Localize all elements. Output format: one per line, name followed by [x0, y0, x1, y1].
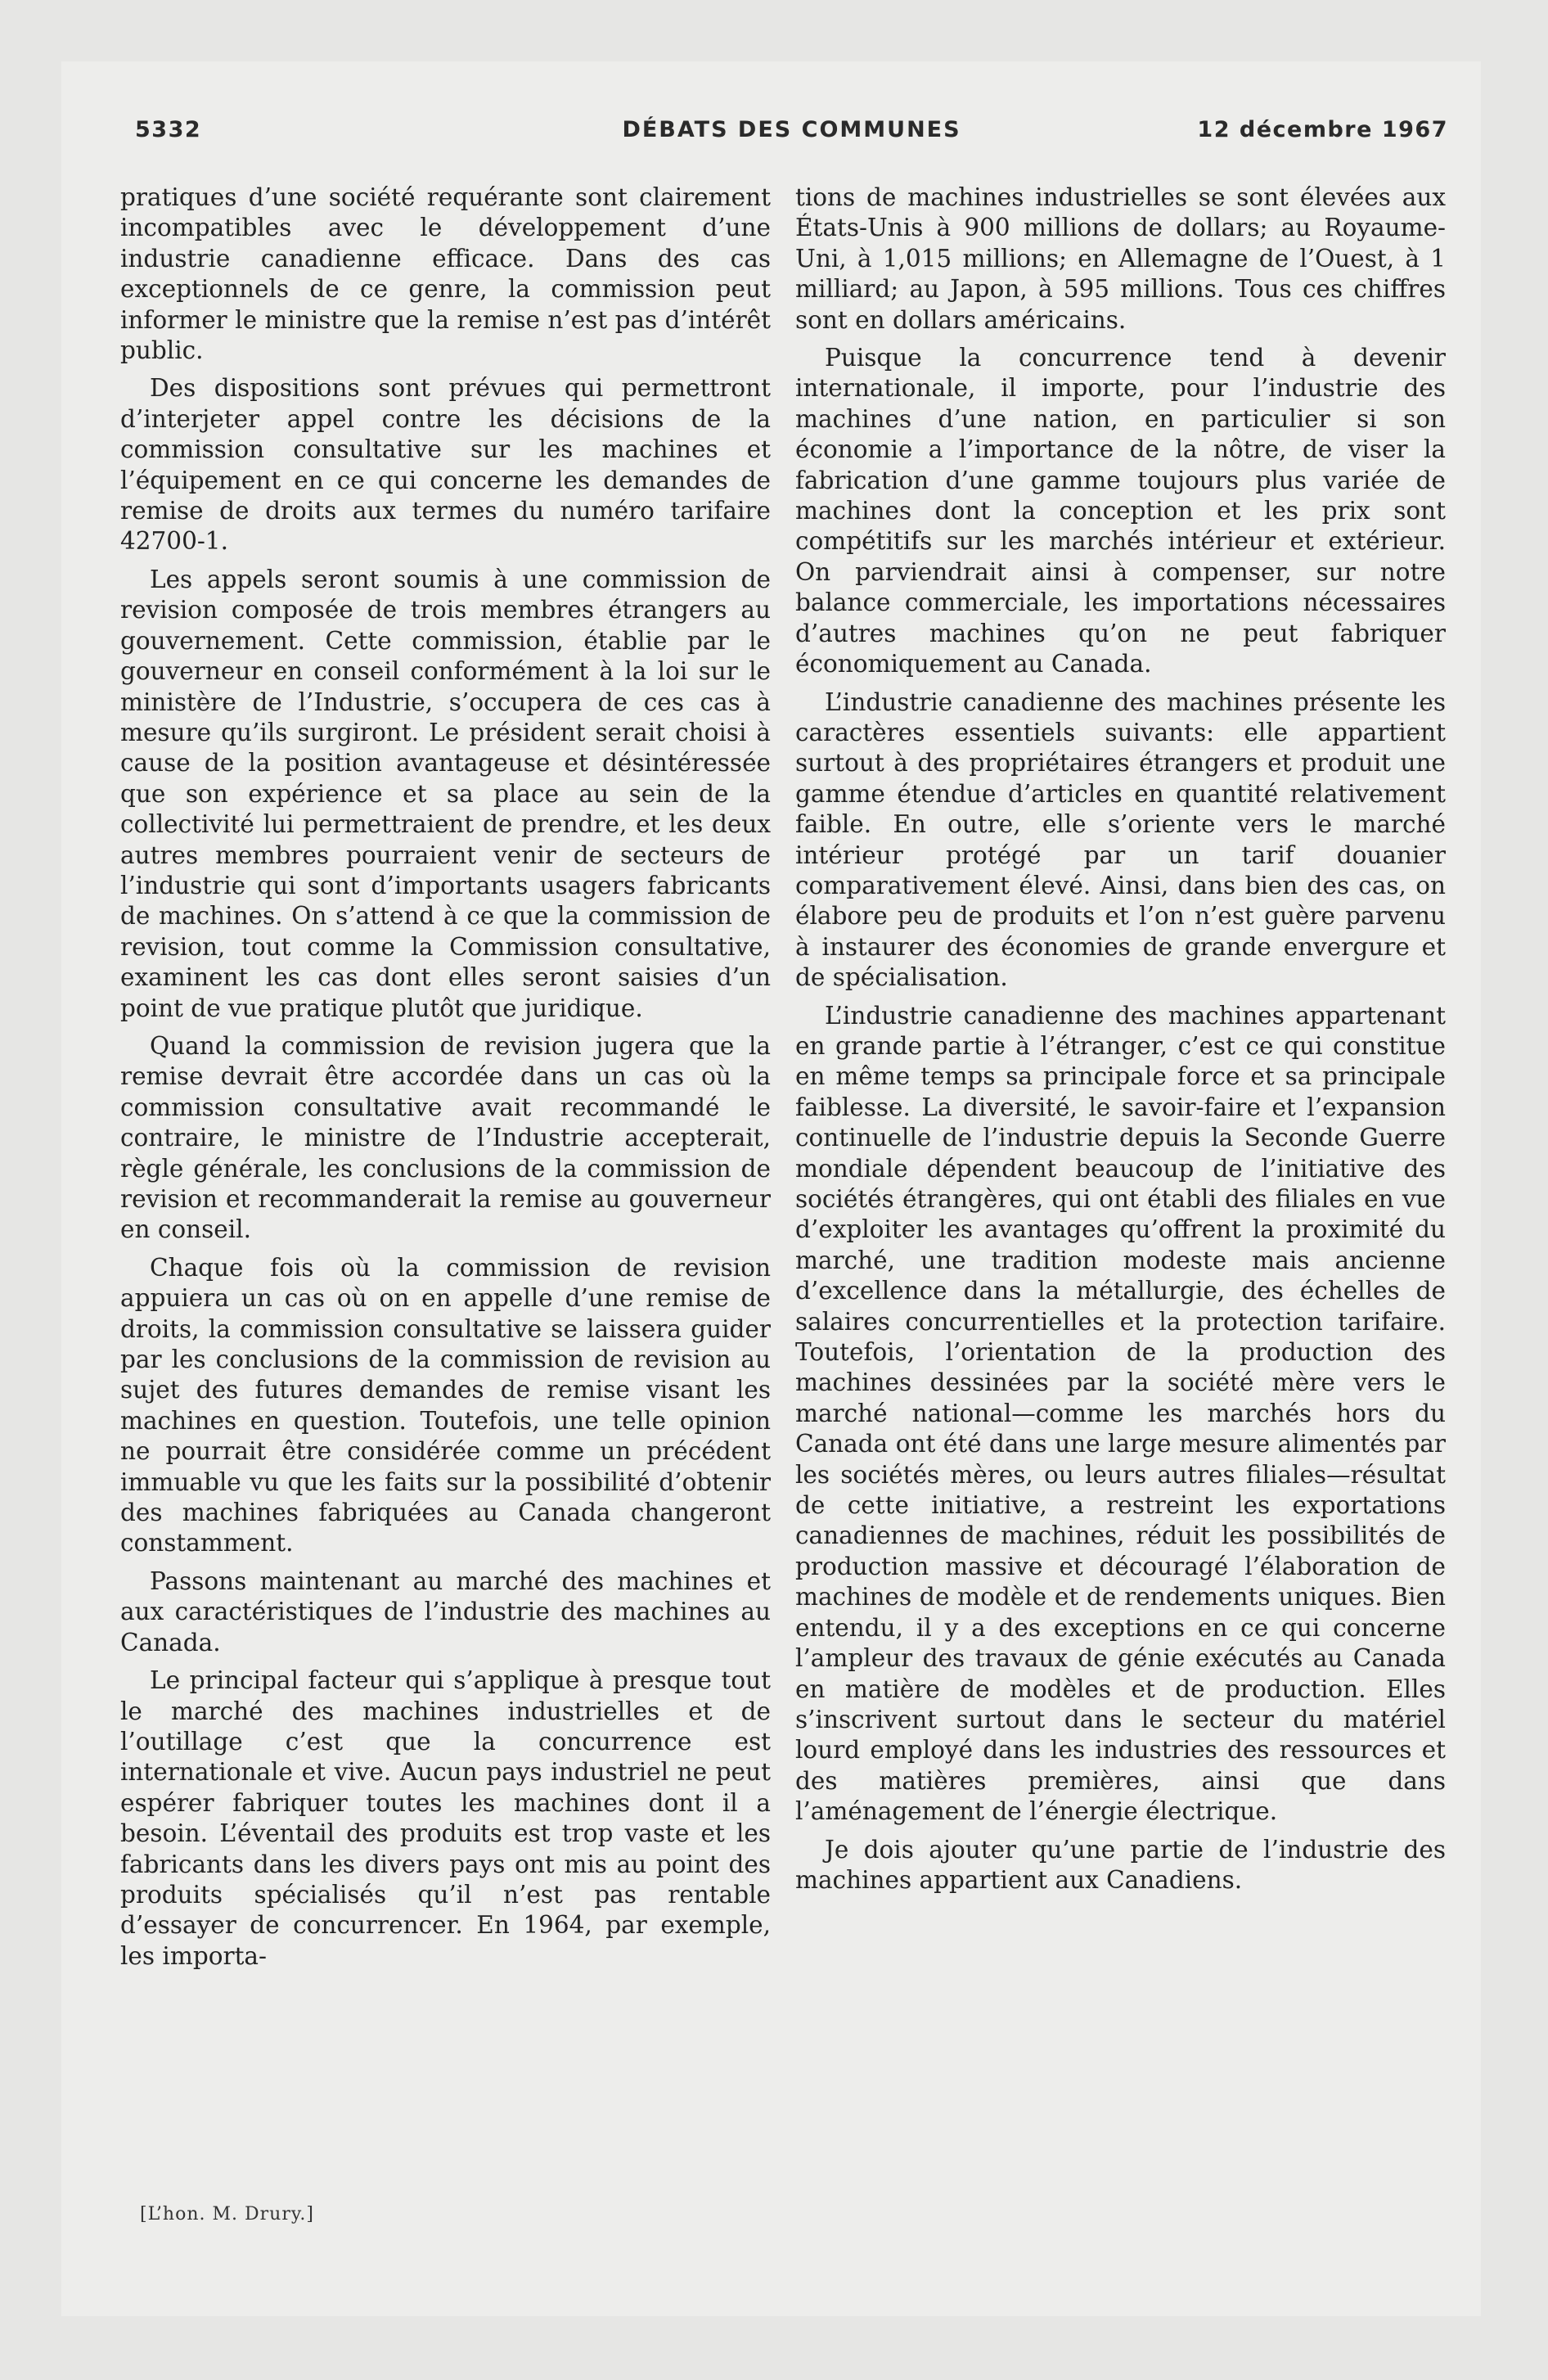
page-date: 12 décembre 1967: [1197, 117, 1448, 142]
page-number: 5332: [135, 117, 202, 142]
paragraph: pratiques d’une société requérante sont clairement incompatibles avec le développement d’une industrie canadienne efficace. Dans des cas exceptionnels de ce genre, la commission peut informer le ministre que la remise n’est pas d’intérêt public.: [120, 183, 771, 365]
publication-title: DÉBATS DES COMMUNES: [622, 117, 961, 142]
document-page: [61, 61, 1481, 2316]
paragraph: Les appels seront soumis à une commission de revision composée de trois membres étrangers au gouvernement. Cette commission, établie par le gouverneur en conseil conformément à la loi sur le ministère de l’Industrie, s’occupera de ces cas à mesure qu’ils surgiront. Le président serait choisi à cause de la position avantageuse et désintéressée que son expérience et sa place au sein de la collectivité lui permettraient de prendre, et les deux autres membres pourraient venir de secteurs de l’industrie qui sont d’importants usagers fabricants de machines. On s’attend à ce que la commission de revision, tout comme la Commission consultative, examinent les cas dont elles seront saisies d’un point de vue pratique plutôt que juridique.: [120, 565, 771, 1022]
paragraph: Le principal facteur qui s’applique à presque tout le marché des machines industrielles et de l’outillage c’est que la concurrence est internationale et vive. Aucun pays industriel ne peut espérer fabriquer toutes les machines dont il a besoin. L’éventail des produits est trop vaste et les fabricants dans les divers pays ont mis au point des produits spécialisés qu’il n’est pas rentable d’essayer de concurrencer. En 1964, par exemple, les importa-: [120, 1666, 771, 1970]
paragraph: tions de machines industrielles se sont élevées aux États-Unis à 900 millions de dollars; au Royaume-Uni, à 1,015 millions; en Allemagne de l’Ouest, à 1 milliard; au Japon, à 595 millions. Tous ces chiffres sont en dollars américains.: [795, 183, 1446, 334]
paragraph: Quand la commission de revision jugera que la remise devrait être accordée dans un cas où la commission consultative avait recommandé le contraire, le ministre de l’Industrie accepterait, règle générale, les conclusions de la commission de revision et recommanderait la remise au gouverneur en conseil.: [120, 1031, 771, 1244]
right-column: [795, 183, 1446, 1903]
left-column: [120, 183, 771, 1979]
page-header: [135, 117, 1448, 158]
paragraph: L’industrie canadienne des machines présente les caractères essentiels suivants: elle appartient surtout à des propriétaires étrangers et produit une gamme étendue d’articles en quantité relativement faible. En outre, elle s’oriente vers le marché intérieur protégé par un tarif douanier comparativement élevé. Ainsi, dans bien des cas, on élabore peu de produits et l’on n’est guère parvenu à instaurer des économies de grande envergure et de spécialisation.: [795, 687, 1446, 992]
speaker-attribution: [L’hon. M. Drury.]: [140, 2204, 314, 2224]
paragraph: Des dispositions sont prévues qui permettront d’interjeter appel contre les décisions de la commission consultative sur les machines et l’équipement en ce qui concerne les demandes de remise de droits aux termes du numéro tarifaire 42700-1.: [120, 374, 771, 556]
paragraph: Passons maintenant au marché des machines et aux caractéristiques de l’industrie des machines au Canada.: [120, 1566, 771, 1657]
paragraph: Chaque fois où la commission de revision appuiera un cas où on en appelle d’une remise de droits, la commission consultative se laissera guider par les conclusions de la commission de revision au sujet des futures demandes de remise visant les machines en question. Toutefois, une telle opinion ne pourrait être considérée comme un précédent immuable vu que les faits sur la possibilité d’obtenir des machines fabriquées au Canada changeront constamment.: [120, 1253, 771, 1557]
paragraph: L’industrie canadienne des machines appartenant en grande partie à l’étranger, c’est ce qui constitue en même temps sa principale force et sa principale faiblesse. La diversité, le savoir-faire et l’expansion continuelle de l’industrie depuis la Seconde Guerre mondiale dépendent beaucoup de l’initiative des sociétés étrangères, qui ont établi des filiales en vue d’exploiter les avantages qu’offrent la proximité du marché, une tradition modeste mais ancienne d’excellence dans la métallurgie, des échelles de salaires concurrentielles et la protection tarifaire. Toutefois, l’orientation de la production des machines dessinées par la société mère vers le marché national—comme les marchés hors du Canada ont été dans une large mesure alimentés par les sociétés mères, ou leurs autres filiales—résultat de cette initiative, a restreint les exportations canadiennes de machines, réduit les possibilités de production massive et découragé l’élaboration de machines de modèle et de rendements uniques. Bien entendu, il y a des exceptions en ce qui concerne l’ampleur des travaux de génie exécutés au Canada en matière de modèles et de production. Elles s’inscrivent surtout dans le secteur du matériel lourd employé dans les industries des ressources et des matières premières, ainsi que dans l’aménagement de l’énergie électrique.: [795, 1001, 1446, 1826]
paragraph: Je dois ajouter qu’une partie de l’industrie des machines appartient aux Canadiens.: [795, 1835, 1446, 1894]
paragraph: Puisque la concurrence tend à devenir internationale, il importe, pour l’industrie des machines d’une nation, en particulier si son économie a l’importance de la nôtre, de viser la fabrication d’une gamme toujours plus variée de machines dont la conception et les prix sont compétitifs sur les marchés intérieur et extérieur. On parviendrait ainsi à compenser, sur notre balance commerciale, les importations nécessaires d’autres machines qu’on ne peut fabriquer économiquement au Canada.: [795, 344, 1446, 678]
